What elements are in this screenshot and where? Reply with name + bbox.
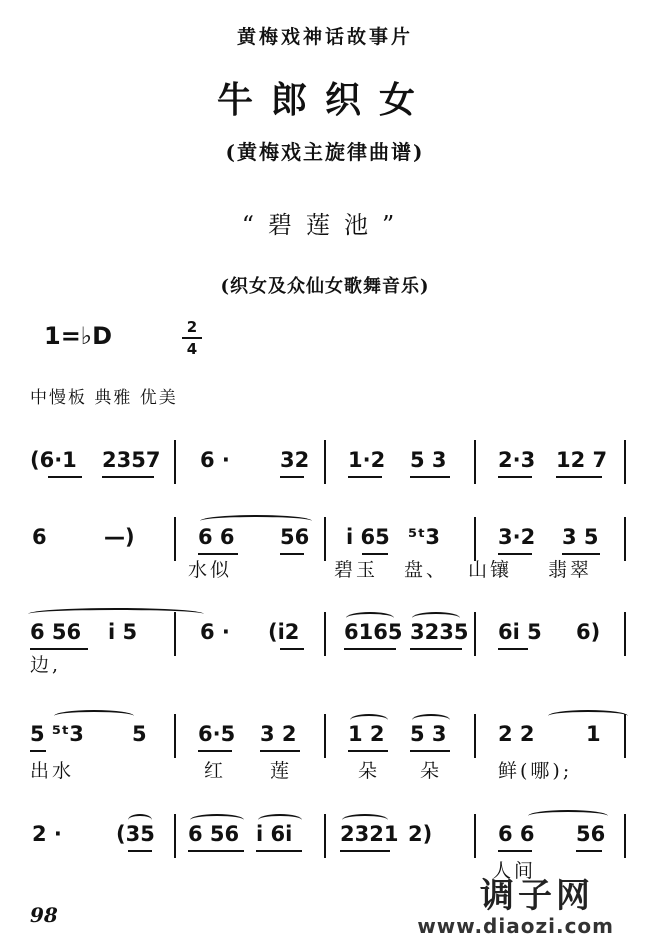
note-group: 56 bbox=[576, 822, 606, 846]
beam bbox=[410, 476, 450, 478]
note-group: 1·2 bbox=[348, 448, 386, 472]
slur bbox=[28, 608, 204, 620]
beam bbox=[340, 850, 390, 852]
note-group: 6165 bbox=[344, 620, 403, 644]
beam bbox=[498, 850, 532, 852]
slur bbox=[346, 612, 394, 624]
note-group: 6 · bbox=[200, 448, 230, 472]
barline bbox=[324, 440, 326, 484]
slur bbox=[412, 714, 450, 726]
note-group: 5 ⁵ᵗ3 bbox=[30, 722, 84, 746]
note-group: i 6i bbox=[256, 822, 293, 846]
song-description: (织女及众仙女歌舞音乐) bbox=[220, 276, 430, 297]
barline bbox=[174, 517, 176, 561]
lyric: 出水 bbox=[30, 760, 75, 782]
barline bbox=[624, 612, 626, 656]
slur bbox=[528, 810, 608, 822]
lyric: 盘、 bbox=[404, 559, 449, 581]
slur bbox=[200, 515, 312, 527]
lyric: 朵 bbox=[420, 760, 443, 782]
meter-bottom: 4 bbox=[186, 340, 198, 358]
slur bbox=[342, 814, 388, 826]
beam bbox=[410, 750, 450, 752]
slur bbox=[54, 710, 134, 722]
barline bbox=[324, 517, 326, 561]
note-group: 2321 bbox=[340, 822, 399, 846]
slur bbox=[258, 814, 302, 826]
note-group: 5 3 bbox=[410, 448, 447, 472]
beam bbox=[576, 850, 602, 852]
page-number: 98 bbox=[30, 903, 58, 927]
beam bbox=[188, 850, 244, 852]
lyric: 朵 bbox=[358, 760, 381, 782]
barline bbox=[324, 714, 326, 758]
series-title: 黄梅戏神话故事片 bbox=[236, 26, 413, 48]
note-group: —) bbox=[104, 525, 135, 549]
note-group: 5 bbox=[132, 722, 147, 746]
barline bbox=[174, 440, 176, 484]
slur bbox=[548, 710, 628, 722]
song-title: “碧莲池” bbox=[241, 211, 409, 239]
lyric: 莲 bbox=[270, 760, 293, 782]
slur bbox=[350, 714, 388, 726]
score-subtitle: (黄梅戏主旋律曲谱) bbox=[225, 140, 425, 164]
note-group: i 5 bbox=[108, 620, 138, 644]
barline bbox=[624, 814, 626, 858]
lyric: 边, bbox=[30, 654, 62, 676]
barline bbox=[624, 440, 626, 484]
beam bbox=[256, 850, 302, 852]
slur bbox=[412, 612, 460, 624]
barline bbox=[474, 440, 476, 484]
barline bbox=[474, 814, 476, 858]
note-group: 6·5 bbox=[198, 722, 236, 746]
barline bbox=[174, 714, 176, 758]
note-group: ⁵ᵗ3 bbox=[408, 525, 440, 549]
beam bbox=[348, 476, 382, 478]
note-group: 2 2 bbox=[498, 722, 535, 746]
lyric: 碧玉 bbox=[334, 559, 379, 581]
note-group: 6 bbox=[32, 525, 47, 549]
time-signature bbox=[182, 318, 202, 358]
beam bbox=[280, 476, 304, 478]
note-group: 3 5 bbox=[562, 525, 599, 549]
note-group: 5 3 bbox=[410, 722, 447, 746]
watermark-site: 调子网 bbox=[480, 876, 594, 916]
note-group: 56 bbox=[280, 525, 310, 549]
score-line-3 bbox=[28, 620, 628, 720]
barline bbox=[474, 612, 476, 656]
key-signature: 1=♭D bbox=[44, 322, 113, 350]
watermark-url: www.diaozi.com bbox=[417, 914, 614, 938]
note-group: 32 bbox=[280, 448, 310, 472]
opera-title: 牛郎织女 bbox=[216, 79, 433, 121]
meter-top: 2 bbox=[186, 318, 198, 336]
beam bbox=[128, 850, 152, 852]
note-group: 1 2 bbox=[348, 722, 385, 746]
note-group: 6i 5 bbox=[498, 620, 542, 644]
beam bbox=[498, 476, 532, 478]
slur bbox=[128, 814, 152, 826]
barline bbox=[324, 814, 326, 858]
note-group: 6 6 bbox=[198, 525, 235, 549]
note-group: 2357 bbox=[102, 448, 161, 472]
note-group: 2 · bbox=[32, 822, 62, 846]
lyric: 红 bbox=[204, 760, 227, 782]
lyric: 山镶 bbox=[468, 559, 513, 581]
beam bbox=[410, 648, 462, 650]
barline bbox=[624, 714, 626, 758]
beam bbox=[344, 648, 396, 650]
beam bbox=[498, 648, 528, 650]
note-group: (6·1 bbox=[30, 448, 77, 472]
note-group: 2·3 bbox=[498, 448, 536, 472]
lyric: 人间 bbox=[492, 860, 537, 882]
beam bbox=[102, 476, 154, 478]
lyric: 水似 bbox=[188, 559, 233, 581]
beam bbox=[556, 476, 602, 478]
note-group: 6 56 bbox=[30, 620, 82, 644]
lyric: 鲜(哪); bbox=[498, 760, 573, 782]
beam bbox=[48, 476, 82, 478]
note-group: 6 56 bbox=[188, 822, 240, 846]
note-group: 12 7 bbox=[556, 448, 608, 472]
note-group: 3235 bbox=[410, 620, 469, 644]
barline bbox=[474, 714, 476, 758]
beam bbox=[280, 553, 304, 555]
barline bbox=[174, 612, 176, 656]
beam bbox=[198, 750, 232, 752]
note-group: 2) bbox=[408, 822, 433, 846]
note-group: 3·2 bbox=[498, 525, 536, 549]
note-group: 1 bbox=[586, 722, 601, 746]
beam bbox=[30, 750, 46, 752]
barline bbox=[174, 814, 176, 858]
beam bbox=[260, 750, 300, 752]
note-group: i 65 bbox=[346, 525, 390, 549]
note-group: 6 · bbox=[200, 620, 230, 644]
note-group: 6 6 bbox=[498, 822, 535, 846]
beam bbox=[348, 750, 388, 752]
note-group: 6) bbox=[576, 620, 601, 644]
lyric: 翡翠 bbox=[548, 559, 593, 581]
barline bbox=[624, 517, 626, 561]
tempo-marking: 中慢板 典雅 优美 bbox=[30, 388, 178, 408]
beam bbox=[280, 648, 304, 650]
meter-bar bbox=[182, 337, 202, 339]
note-group: 3 2 bbox=[260, 722, 297, 746]
note-group: (i2 bbox=[268, 620, 300, 644]
barline bbox=[324, 612, 326, 656]
slur bbox=[190, 814, 244, 826]
note-group: (35 bbox=[116, 822, 155, 846]
score-line-4 bbox=[28, 722, 628, 822]
